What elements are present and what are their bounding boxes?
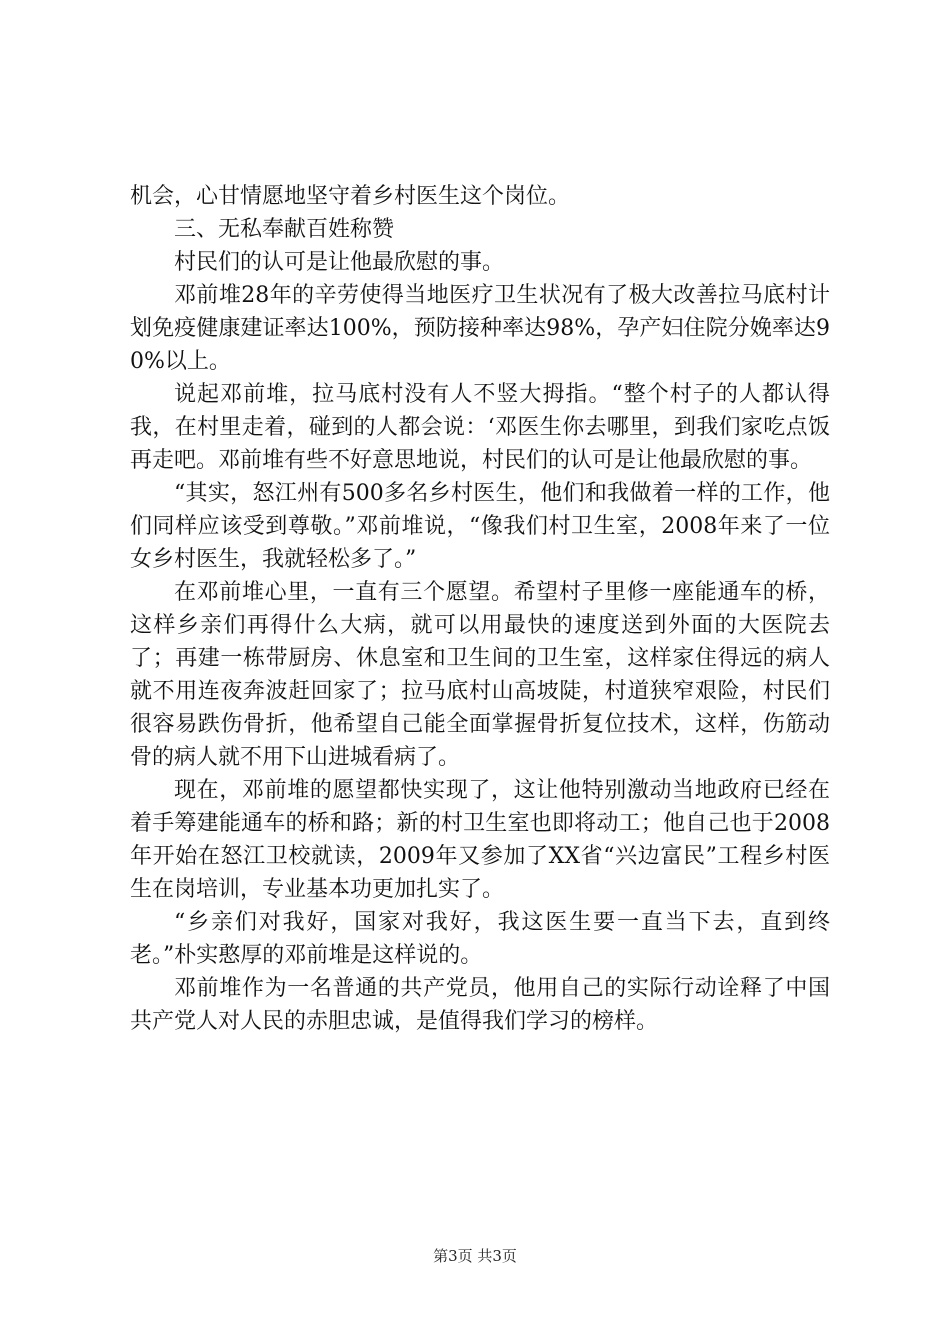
paragraph: 在邓前堆心里，一直有三个愿望。希望村子里修一座能通车的桥，这样乡亲们再得什么大病，就可以用最快的速度送到外面的大医院去了；再建一栋带厨房、休息室和卫生间的卫生室，这样家住得远的病人就不用连夜奔波赶回家了；拉马底村山高坡陡，村道狭窄艰险，村民们很容易跌伤骨折，他希望自己能全面掌握骨折复位技术，这样，伤筋动骨的病人就不用下山进城看病了。 (130, 580, 830, 770)
paragraph: 现在，邓前堆的愿望都快实现了，这让他特别激动当地政府已经在着手筹建能通车的桥和路；新的村卫生室也即将动工；他自己也于2008年开始在怒江卫校就读，2009年又参加了XX省“兴边富民”工程乡村医生在岗培训，专业基本功更加扎实了。 (130, 778, 830, 902)
paragraph: 村民们的认可是让他最欣慰的事。 (174, 250, 505, 275)
page-number: 第3页 共3页 (433, 1247, 517, 1265)
paragraph: 说起邓前堆，拉马底村没有人不竖大拇指。“整个村子的人都认得我，在村里走着，碰到的人都会说：‘邓医生你去哪里，到我们家吃点饭再走吧。邓前堆有些不好意思地说，村民们的认可是让他最欣慰的事。 (130, 382, 830, 473)
paragraph: “其实，怒江州有500多名乡村医生，他们和我做着一样的工作，他们同样应该受到尊敬。”邓前堆说，“像我们村卫生室，2008年来了一位女乡村医生，我就轻松多了。” (130, 481, 830, 572)
paragraph: 邓前堆作为一名普通的共产党员，他用自己的实际行动诠释了中国共产党人对人民的赤胆忠诚，是值得我们学习的榜样。 (130, 976, 830, 1034)
section-heading: 三、无私奉献百姓称赞 (174, 217, 395, 242)
document-body (130, 180, 830, 1038)
paragraph: 邓前堆28年的辛劳使得当地医疗卫生状况有了极大改善拉马底村计划免疫健康建证率达100%，预防接种率达98%，孕产妇住院分娩率达90%以上。 (130, 283, 830, 374)
paragraph-continuation: 机会，心甘情愿地坚守着乡村医生这个岗位。 (130, 184, 571, 209)
paragraph: “乡亲们对我好，国家对我好，我这医生要一直当下去，直到终老。”朴实憨厚的邓前堆是这样说的。 (130, 910, 830, 968)
